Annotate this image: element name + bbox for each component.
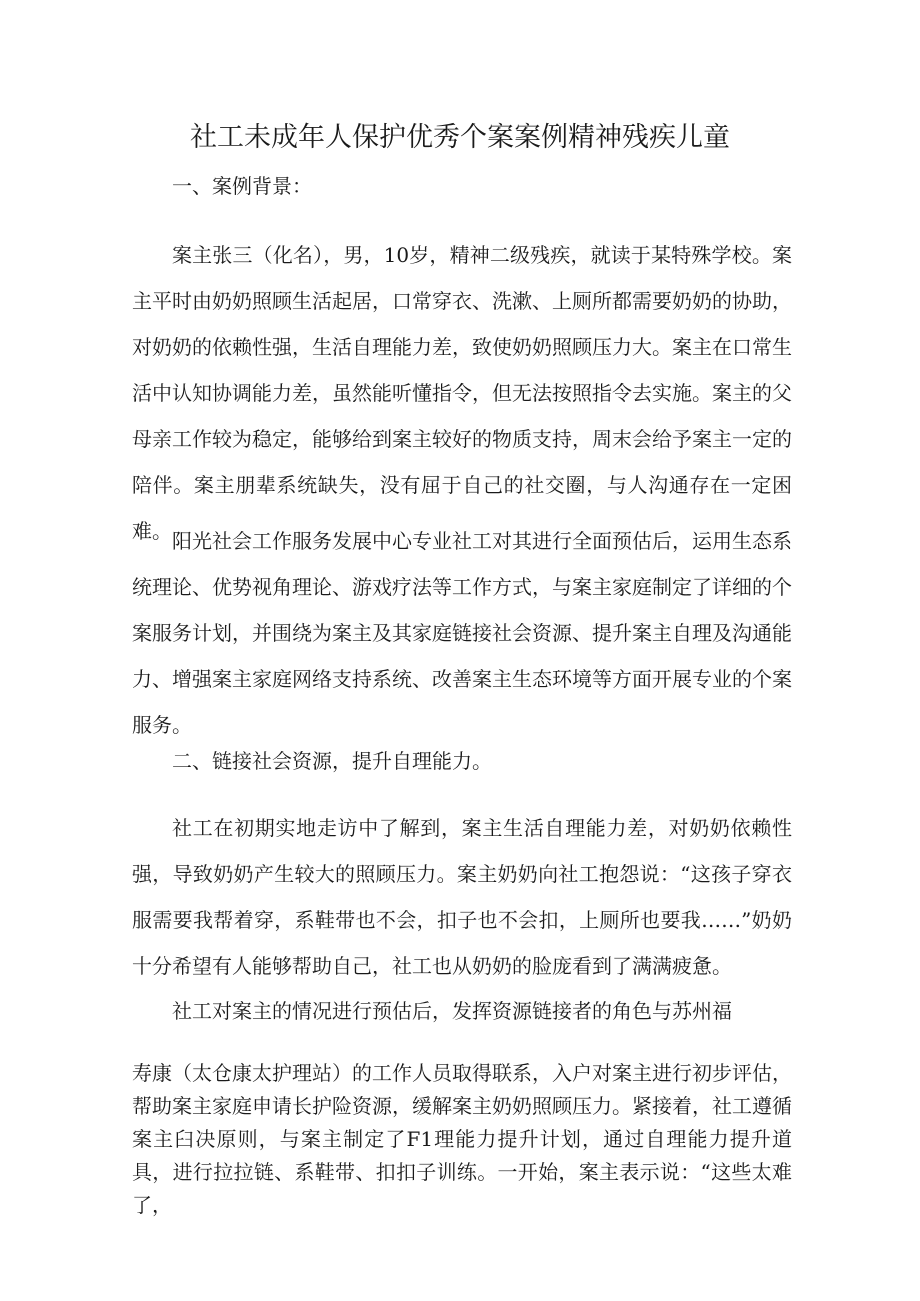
paragraph-case-background: 案主张三（化名），男，10岁，精神二级残疾，就读于某特殊学校。案主平时由奶奶照顾生活起居，口常穿衣、洗漱、上厕所都需要奶奶的协助，对奶奶的依赖性强，生活自理能力差，致使奶奶照顾压力大。案主在口常生活中认知协调能力差，虽然能听懂指令，但无法按照指令去实施。案主的父母亲工作较为稳定，能够给到案主较好的物质支持，周末会给予案主一定的陪伴。案主朋辈系统缺失，没有屈于自己的社交圈，与人沟通存在一定困难。	[132, 243, 792, 543]
section-heading-resources: 二、链接社会资源，提升自理能力。	[172, 749, 492, 773]
paragraph-assessment-start: 社工对案主的情况进行预估后，发挥资源链接者的角色与苏州福	[172, 999, 732, 1023]
paragraph-assessment-continued: 寿康（太仓康太护理站）的工作人员取得联系，入户对案主进行初步评估，帮助案主家庭申请长护险资源，缓解案主奶奶照顾压力。紧接着，社工遵循案主臼决原则，与案主制定了F1理能力提升计划，通过自理能力提升道具，进行拉拉链、系鞋带、扣扣子训练。一开始，案主表示说：“这些太难了，	[132, 1061, 792, 1217]
document-title: 社工未成年人保护优秀个案案例精神残疾儿童	[190, 122, 730, 153]
paragraph-service-plan: 阳光社会工作服务发展中心专业社工对其进行全面预估后，运用生态系统理论、优势视角理论、游戏疗法等工作方式，与案主家庭制定了详细的个案服务计划，并围绕为案主及其家庭链接社会资源、提升案主自理及沟通能力、增强案主家庭网络支持系统、改善案主生态环境等方面开展专业的个案服务。	[132, 529, 792, 737]
paragraph-initial-visit: 社工在初期实地走访中了解到，案主生活自理能力差，对奶奶依赖性强，导致奶奶产生较大的照顾压力。案主奶奶向社工抱怨说：“这孩子穿衣服需要我帮着穿，系鞋带也不会，扣子也不会扣，上厕所也要我……”奶奶十分希望有人能够帮助自己，社工也从奶奶的脸庞看到了满满疲惫。	[132, 816, 792, 978]
section-heading-background: 一、案例背景：	[172, 174, 312, 198]
